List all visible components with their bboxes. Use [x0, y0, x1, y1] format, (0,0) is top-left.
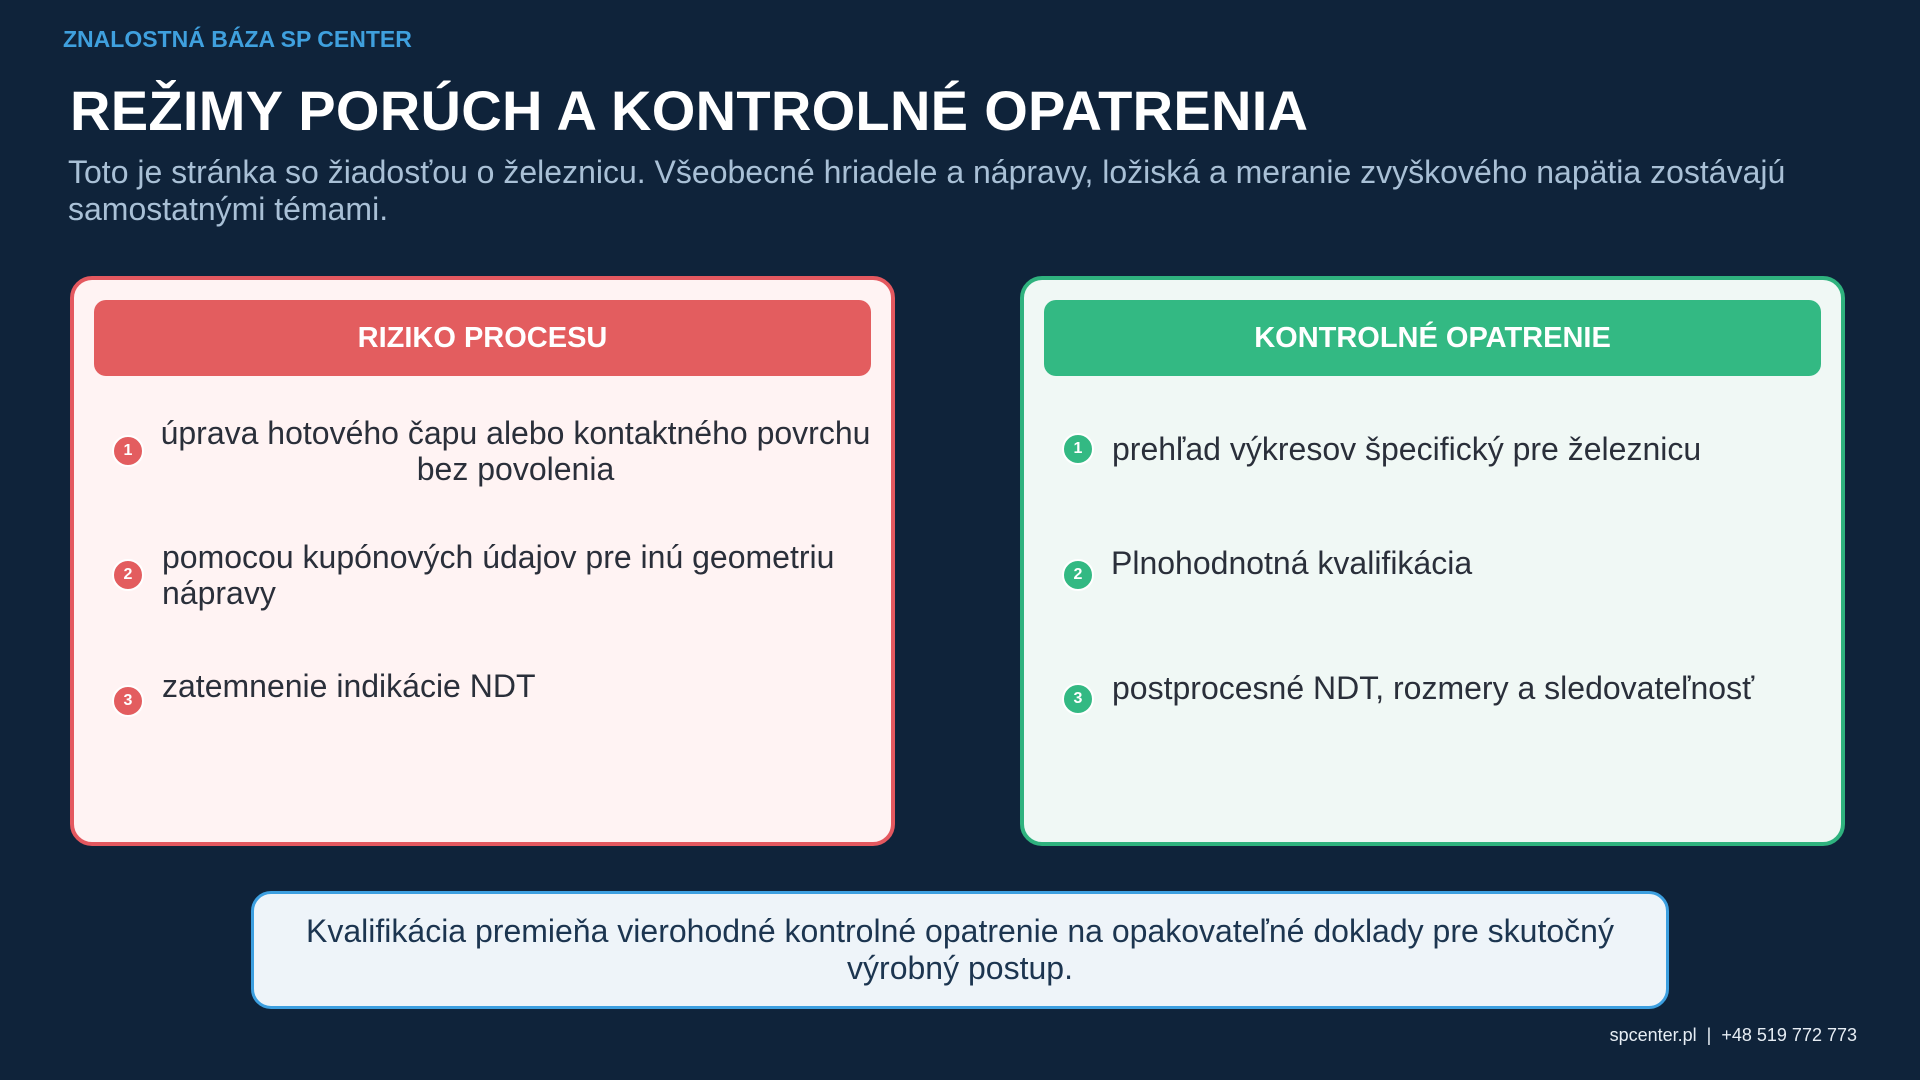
footer-contact: [1610, 1025, 1857, 1046]
page-title: REŽIMY PORÚCH A KONTROLNÉ OPATRENIA: [70, 79, 1309, 142]
control-item: [1024, 545, 1841, 600]
summary-callout-text: Kvalifikácia premieňa vierohodné kontrolné opatrenie na opakovateľné doklady pre skutočný výrobný postup.: [306, 913, 1614, 986]
footer-phone: +48 519 772 773: [1721, 1025, 1857, 1045]
risk-item: [74, 534, 891, 616]
risk-panel-heading: RIZIKO PROCESU: [94, 300, 871, 376]
page-subtitle: Toto je stránka so žiadosťou o železnicu. Všeobecné hriadele a nápravy, ložiská a meranie zvyškového napätia zostávajú samostatnými témami.: [68, 154, 1786, 227]
control-panel-heading: KONTROLNÉ OPATRENIE: [1044, 300, 1821, 376]
risk-item-number-badge: 1: [112, 435, 144, 467]
risk-item-number-badge: 2: [112, 559, 144, 591]
risk-item: [74, 660, 891, 742]
summary-callout: [251, 891, 1669, 1009]
risk-item-text: úprava hotového čapu alebo kontaktného povrchu bez povolenia: [160, 415, 871, 487]
control-item: [1024, 424, 1841, 474]
control-item-number-badge: 1: [1062, 433, 1094, 465]
control-item: [1024, 670, 1841, 724]
control-item-text: Plnohodnotná kvalifikácia: [1111, 545, 1473, 581]
risk-item: [74, 410, 891, 492]
footer-separator: |: [1706, 1025, 1712, 1045]
control-panel: [1020, 276, 1845, 846]
risk-item-text: zatemnenie indikácie NDT: [162, 668, 536, 704]
control-item-text: postprocesné NDT, rozmery a sledovateľnosť: [1112, 670, 1755, 706]
control-item-number-badge: 2: [1062, 559, 1094, 591]
control-item-number-badge: 3: [1062, 683, 1094, 715]
risk-item-text: pomocou kupónových údajov pre inú geometriu nápravy: [162, 539, 835, 611]
control-item-text: prehľad výkresov špecifický pre železnicu: [1112, 431, 1702, 467]
risk-item-number-badge: 3: [112, 685, 144, 717]
kicker-label: ZNALOSTNÁ BÁZA SP CENTER: [63, 26, 412, 52]
risk-panel: [70, 276, 895, 846]
footer-website: spcenter.pl: [1609, 1025, 1697, 1045]
